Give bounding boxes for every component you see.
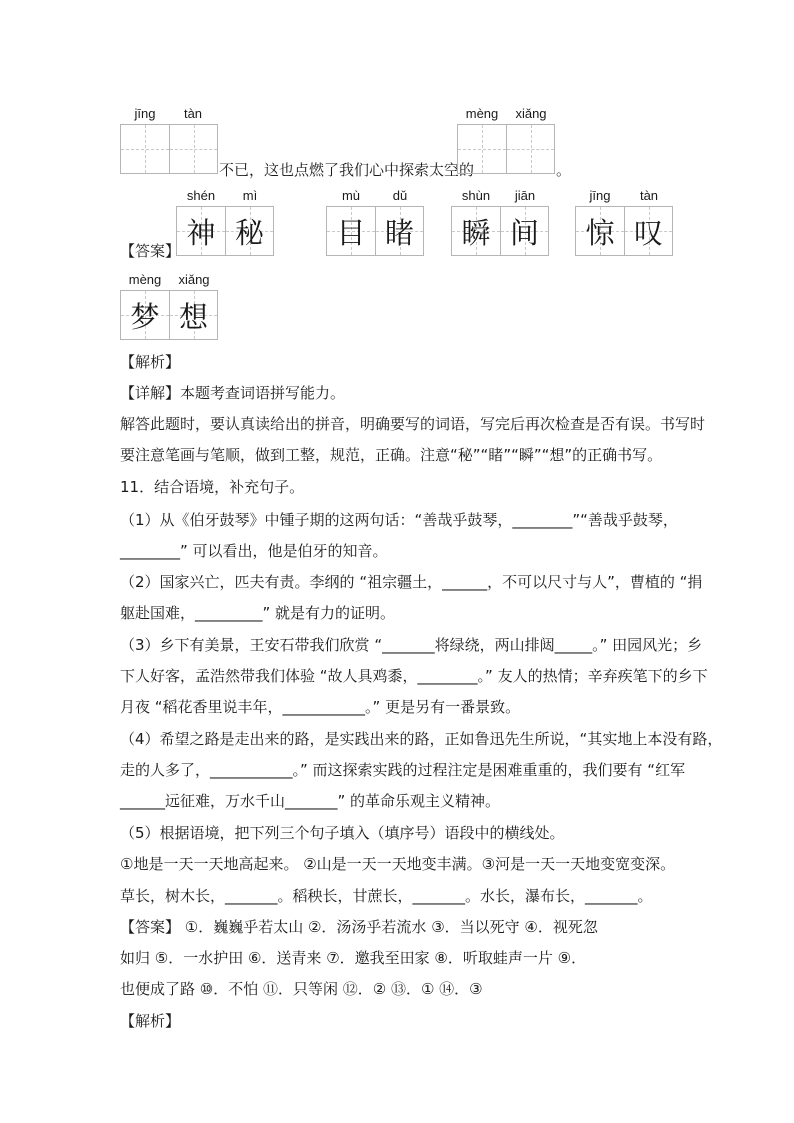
analysis-label: 【解析】 <box>120 353 181 371</box>
tianzige-cell <box>506 125 554 173</box>
blank-tianzige-1 <box>120 124 218 174</box>
q10-middle-text: 不已，这也点燃了我们心中探索太空的 <box>219 161 475 179</box>
q11-answer-line: 【答案】 ①．巍巍乎若太山 ②．汤汤乎若流水 ③．当以死守 ④．视死忽 <box>120 918 598 936</box>
answer-word-grid <box>120 290 218 340</box>
q11-answer-line: 也便成了路 ⑩．不怕 ⑪．只等闲 ⑫．② ⑬．① ⑭．③ <box>120 980 483 998</box>
answer-pinyin: mù <box>341 188 361 203</box>
answer-char: 睹 <box>384 215 414 250</box>
answer-word-grid <box>451 206 549 256</box>
answer-word-grid <box>575 206 673 256</box>
tianzige-cell <box>121 125 169 173</box>
answer-pinyin: mì <box>242 188 258 203</box>
answer-char: 惊 <box>585 215 615 250</box>
tianzige-cell <box>458 125 506 173</box>
q11-title: 11．结合语境，补充句子。 <box>120 478 305 496</box>
detail-line: 【详解】本题考查词语拼写能力。 <box>120 384 346 402</box>
q11-line: （1）从《伯牙鼓琴》中锺子期的这两句话：“善哉乎鼓琴，________”“善哉乎鼓琴， <box>120 511 678 529</box>
answer-char: 秘 <box>234 215 264 250</box>
answer-pinyin: shén <box>186 188 216 203</box>
pinyin-xiang: xiǎng <box>515 106 547 121</box>
answer-char: 目 <box>336 215 366 250</box>
q11-line: ①地是一天一天地高起来。 ②山是一天一天地变丰满。③河是一天一天地变宽变深。 <box>120 855 676 873</box>
q11-line: 走的人多了，___________。” 而这探索实践的过程注定是困难重重的，我们要有 “红军 <box>120 761 686 779</box>
answer-label: 【答案】 <box>120 242 181 260</box>
q11-line: （2）国家兴亡，匹夫有责。李纲的 “祖宗疆土，______，不可以尺寸与人”，曹植的 “捐 <box>120 573 703 591</box>
q11-line: （3）乡下有美景，王安石带我们欣赏 “_______将绿绕，两山排闼_____。” 田园风光；乡 <box>120 636 703 654</box>
answer-word-grid <box>326 206 424 256</box>
q11-line: 下人好客，孟浩然带我们体验 “故人具鸡黍，________。” 友人的热情；辛弃疾笔下的乡下 <box>120 667 708 685</box>
q11-line: 草长，树木长，_______。稻秧长，甘蔗长，_______。水长，瀑布长，_______。 <box>120 887 653 905</box>
q11-line: ________” 可以看出，他是伯牙的知音。 <box>120 542 388 560</box>
final-analysis-label: 【解析】 <box>120 1012 181 1030</box>
pinyin-tan: tàn <box>183 106 203 121</box>
answer-pinyin: jiān <box>514 188 536 203</box>
q10-end-punct: 。 <box>556 161 572 179</box>
tianzige-cell <box>169 125 217 173</box>
answer-pinyin: shùn <box>461 188 491 203</box>
blank-tianzige-2 <box>457 124 555 174</box>
answer-char: 梦 <box>130 299 160 334</box>
detail-line: 要注意笔画与笔顺，做到工整，规范，正确。注意“秘”“睹”“瞬”“想”的正确书写。 <box>120 446 663 464</box>
q11-line: （5）根据语境，把下列三个句子填入（填序号）语段中的横线处。 <box>120 824 565 842</box>
answer-char: 间 <box>509 215 539 250</box>
pinyin-jing: jīng <box>134 106 156 121</box>
answer-char: 神 <box>186 215 216 250</box>
detail-line: 解答此题时，要认真读给出的拼音，明确要写的词语，写完后再次检查是否有误。书写时 <box>120 415 706 433</box>
answer-pinyin: tàn <box>639 188 659 203</box>
q11-line: ______远征难，万水千山_______” 的革命乐观主义精神。 <box>120 792 501 810</box>
q11-line: （4）希望之路是走出来的路，是实践出来的路，正如鲁迅先生所说，“其实地上本没有路， <box>120 730 723 748</box>
pinyin-meng: mèng <box>465 106 499 121</box>
answer-pinyin: xiǎng <box>178 272 210 287</box>
q11-line: 躯赴国难，_________” 就是有力的证明。 <box>120 604 396 622</box>
answer-pinyin: jīng <box>589 188 611 203</box>
answer-char: 想 <box>178 299 208 334</box>
q11-line: 月夜 “稻花香里说丰年，___________。” 更是另有一番景致。 <box>120 698 521 716</box>
answer-pinyin: dǔ <box>392 188 408 203</box>
answer-word-grid <box>176 206 274 256</box>
answer-char: 瞬 <box>461 215 491 250</box>
answer-pinyin: mèng <box>128 272 162 287</box>
answer-char: 叹 <box>633 215 663 250</box>
q11-answer-line: 如归 ⑤．一水护田 ⑥．送青来 ⑦．邀我至田家 ⑧．听取蛙声一片 ⑨． <box>120 949 587 967</box>
